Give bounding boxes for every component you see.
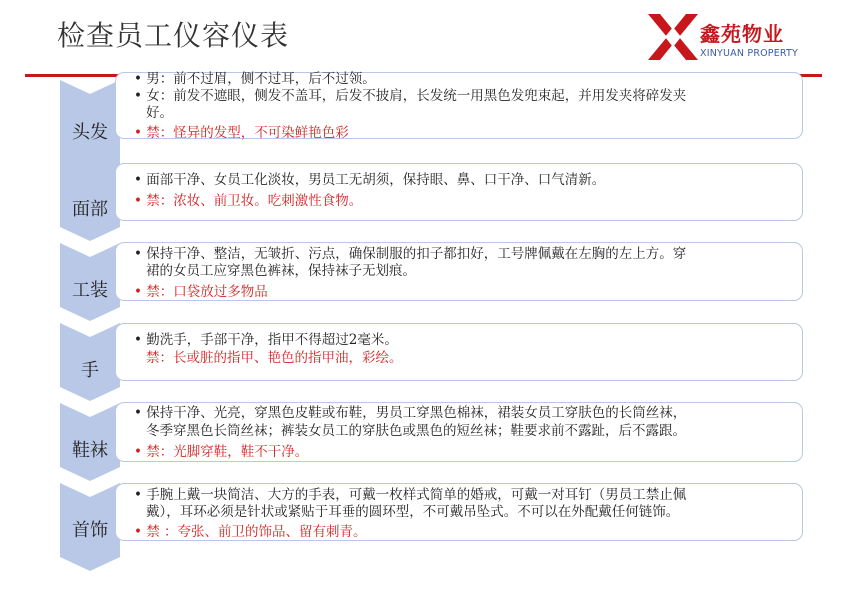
chevron-5 (60, 483, 120, 571)
logo-en: XINYUAN PROPERTY (700, 48, 799, 59)
forbidden-rule: • 禁：口袋放过多物品 (134, 284, 268, 300)
section-label: 手 (81, 360, 99, 381)
section-box (115, 72, 803, 139)
forbidden-rule: • 禁：浓妆、前卫妆。吃刺激性食物。 (134, 193, 363, 209)
section-box (115, 163, 803, 221)
rule-line: 冬季穿黑色长筒丝袜；裤装女员工的穿肤色或黑色的短丝袜；鞋要求前不露趾，后不露跟。 (146, 423, 686, 439)
section-label: 头发 (72, 122, 108, 143)
logo-text (700, 18, 798, 59)
section-label: 工装 (72, 280, 108, 301)
section-box (115, 483, 803, 541)
chevron-2 (60, 243, 120, 321)
section-label: 鞋袜 (72, 440, 108, 461)
forbidden-rule: • 禁：光脚穿鞋，鞋不干净。 (134, 444, 309, 460)
rule-line: • 手腕上戴一块简洁、大方的手表，可戴一枚样式简单的婚戒，可戴一对耳钉（男员工禁止佩 (134, 487, 687, 503)
rule-line: • 男：前不过眉，侧不过耳，后不过领。 (134, 71, 376, 87)
section-box (115, 323, 803, 381)
rule-line: 好。 (146, 105, 173, 121)
forbidden-rule: 禁：长或脏的指甲、艳色的指甲油，彩绘。 (146, 350, 403, 366)
rule-line: 裙的女员工应穿黑色裤袜，保持袜子无划痕。 (146, 263, 416, 279)
section-box (115, 402, 803, 462)
logo-cn: 鑫苑物业 (700, 22, 784, 46)
rule-line: • 保持干净、整洁，无皱折、污点，确保制服的扣子都扣好，工号牌佩戴在左胸的左上方。穿 (134, 246, 687, 262)
page-title: 检查员工仪容仪表 (57, 19, 290, 52)
rule-line: • 面部干净、女员工化淡妆，男员工无胡须，保持眼、鼻、口干净、口气清新。 (134, 172, 606, 188)
forbidden-rule: • 禁：怪异的发型，不可染鲜艳色彩 (134, 125, 349, 141)
chevron-4 (60, 403, 120, 481)
section-box (115, 242, 803, 301)
forbidden-rule: • 禁 ：夸张、前卫的饰品、留有刺青。 (134, 524, 367, 540)
chevron-3 (60, 323, 120, 401)
chevron-1 (60, 163, 120, 241)
rule-line: • 保持干净、光亮，穿黑色皮鞋或布鞋，男员工穿黑色棉袜，裙装女员工穿肤色的长筒丝袜， (134, 405, 687, 421)
rule-line: • 勤洗手，手部干净，指甲不得超过2毫米。 (134, 332, 398, 348)
rule-line: • 女：前发不遮眼，侧发不盖耳，后发不披肩，长发统一用黑色发兜束起，并用发夹将碎发夹 (134, 88, 687, 104)
xinyuan-logo-icon (648, 14, 698, 60)
section-label: 首饰 (72, 520, 108, 541)
section-label: 面部 (72, 199, 108, 220)
rule-line: 戴），耳环必须是针状或紧贴于耳垂的圆环型，不可戴吊坠式。不可以在外配戴任何链饰。 (146, 504, 680, 520)
